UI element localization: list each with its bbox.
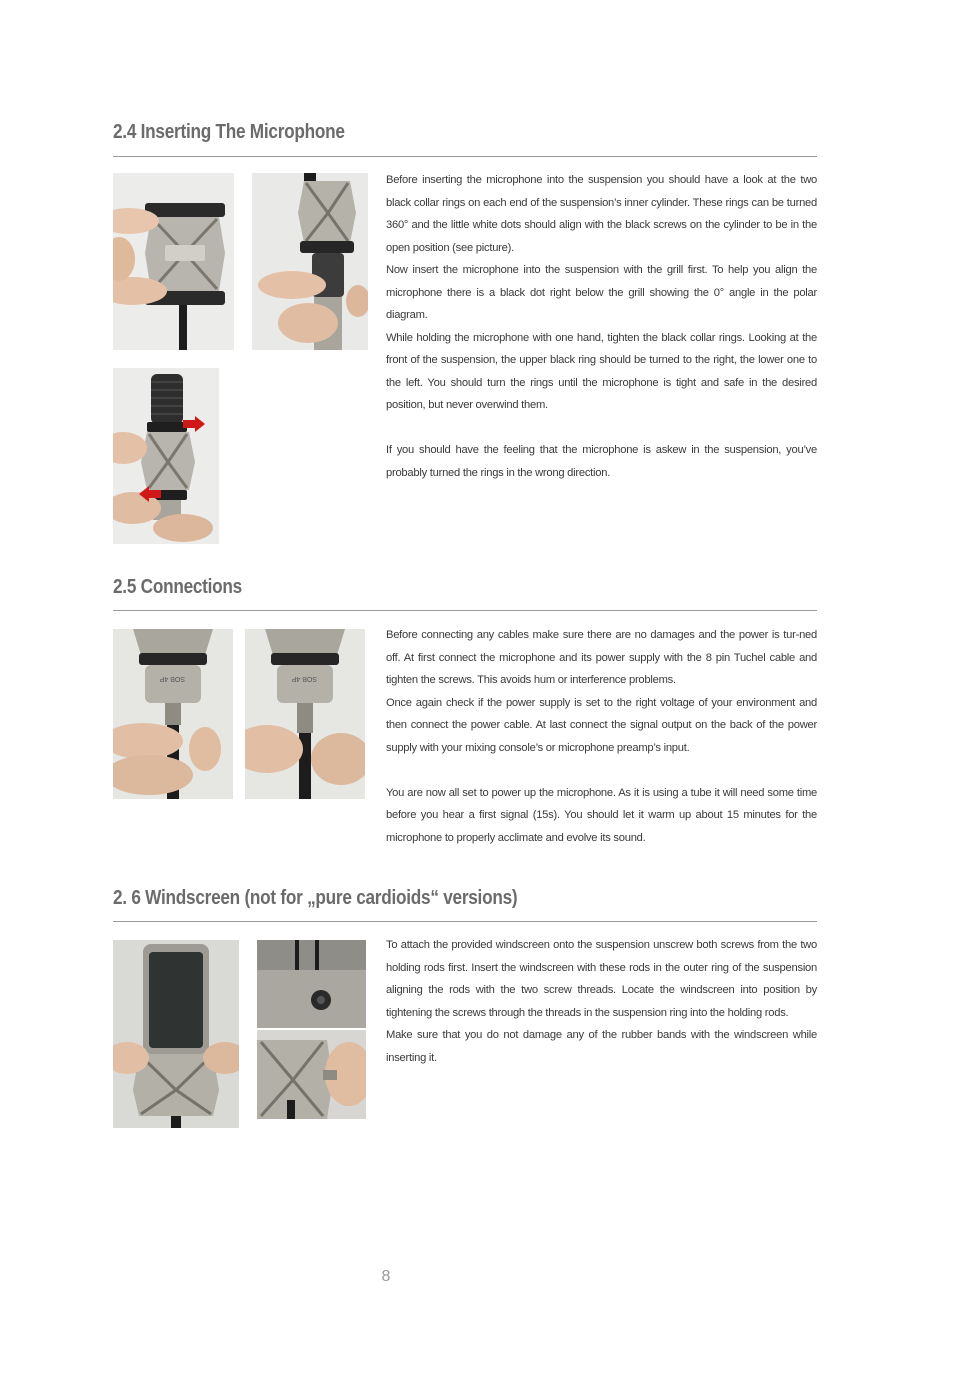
photo-suspension-open — [113, 173, 234, 350]
paragraph: Once again check if the power supply is set to the right voltage of your environment and then connect the power cable. At last connect the signal output on the back of the power supply with your mixing console’s or microphone preamp’s input. — [386, 696, 817, 754]
windscreen-text — [386, 934, 817, 1069]
section-title-windscreen: 2. 6 Windscreen (not for „pure cardioids“ versions) — [113, 887, 518, 909]
paragraph: Before connecting any cables make sure there are no damages and the power is tur-ned off. At first connect the microphone and its power supply with the 8 pin Tuchel cable and tighten the screws. This avoids hum or interference problems. — [386, 629, 817, 686]
photo-windscreen-mounted — [113, 940, 239, 1128]
connections-text — [386, 624, 817, 849]
section-title-connections: 2.5 Connections — [113, 576, 242, 598]
section-title-inserting: 2.4 Inserting The Microphone — [113, 121, 345, 143]
section-divider — [113, 156, 817, 157]
photo-screw-detail-1 — [257, 940, 366, 1028]
paragraph: If you should have the feeling that the microphone is askew in the suspension, you’ve probably turned the rings in the wrong direction. — [386, 444, 817, 479]
photo-screw-detail-2 — [257, 1030, 366, 1119]
connector-label: SOB 4P — [159, 675, 185, 682]
photo-rings-tightening — [113, 368, 219, 544]
page-number: 8 — [381, 1268, 391, 1285]
photo-cable-connect-2 — [245, 629, 365, 799]
paragraph: You are now all set to power up the microphone. As it is using a tube it will need some time before you hear a first signal (15s). You should let it warm up about 15 minutes for the microphone to properly acclimate and evolve its sound. — [386, 786, 817, 844]
inserting-text — [386, 169, 817, 484]
photo-cable-connect-1 — [113, 629, 233, 799]
paragraph: To attach the provided windscreen onto the suspension unscrew both screws from the two holding rods first. Insert the windscreen with these rods in the outer ring of the suspension aligning the rods with the two screw threads. Locate the windscreen into position by tightening the screws through the threads in the suspension ring into the holding rods. — [386, 939, 817, 1019]
photo-mic-inserting — [252, 173, 368, 350]
connector-label: SOB 4P — [291, 675, 317, 682]
section-divider — [113, 921, 817, 922]
section-divider — [113, 610, 817, 611]
paragraph: While holding the microphone with one hand, tighten the black collar rings. Looking at the front of the suspension, the upper black ring should be turned to the right, the lower one to the left. You should turn the rings until the microphone is tight and safe in the desired position, but never overwind them. — [386, 331, 817, 411]
paragraph: Now insert the microphone into the suspension with the grill first. To help you align the microphone there is a black dot right below the grill showing the 0° angle in the polar diagram. — [386, 264, 817, 321]
paragraph: Before inserting the microphone into the suspension you should have a look at the two black collar rings on each end of the suspension’s inner cylinder. These rings can be turned 360° and the little white dots should align with the black screws on the cylinder to be in the open position (see picture). — [386, 174, 817, 254]
paragraph: Make sure that you do not damage any of the rubber bands with the windscreen while inserting it. — [386, 1029, 817, 1064]
